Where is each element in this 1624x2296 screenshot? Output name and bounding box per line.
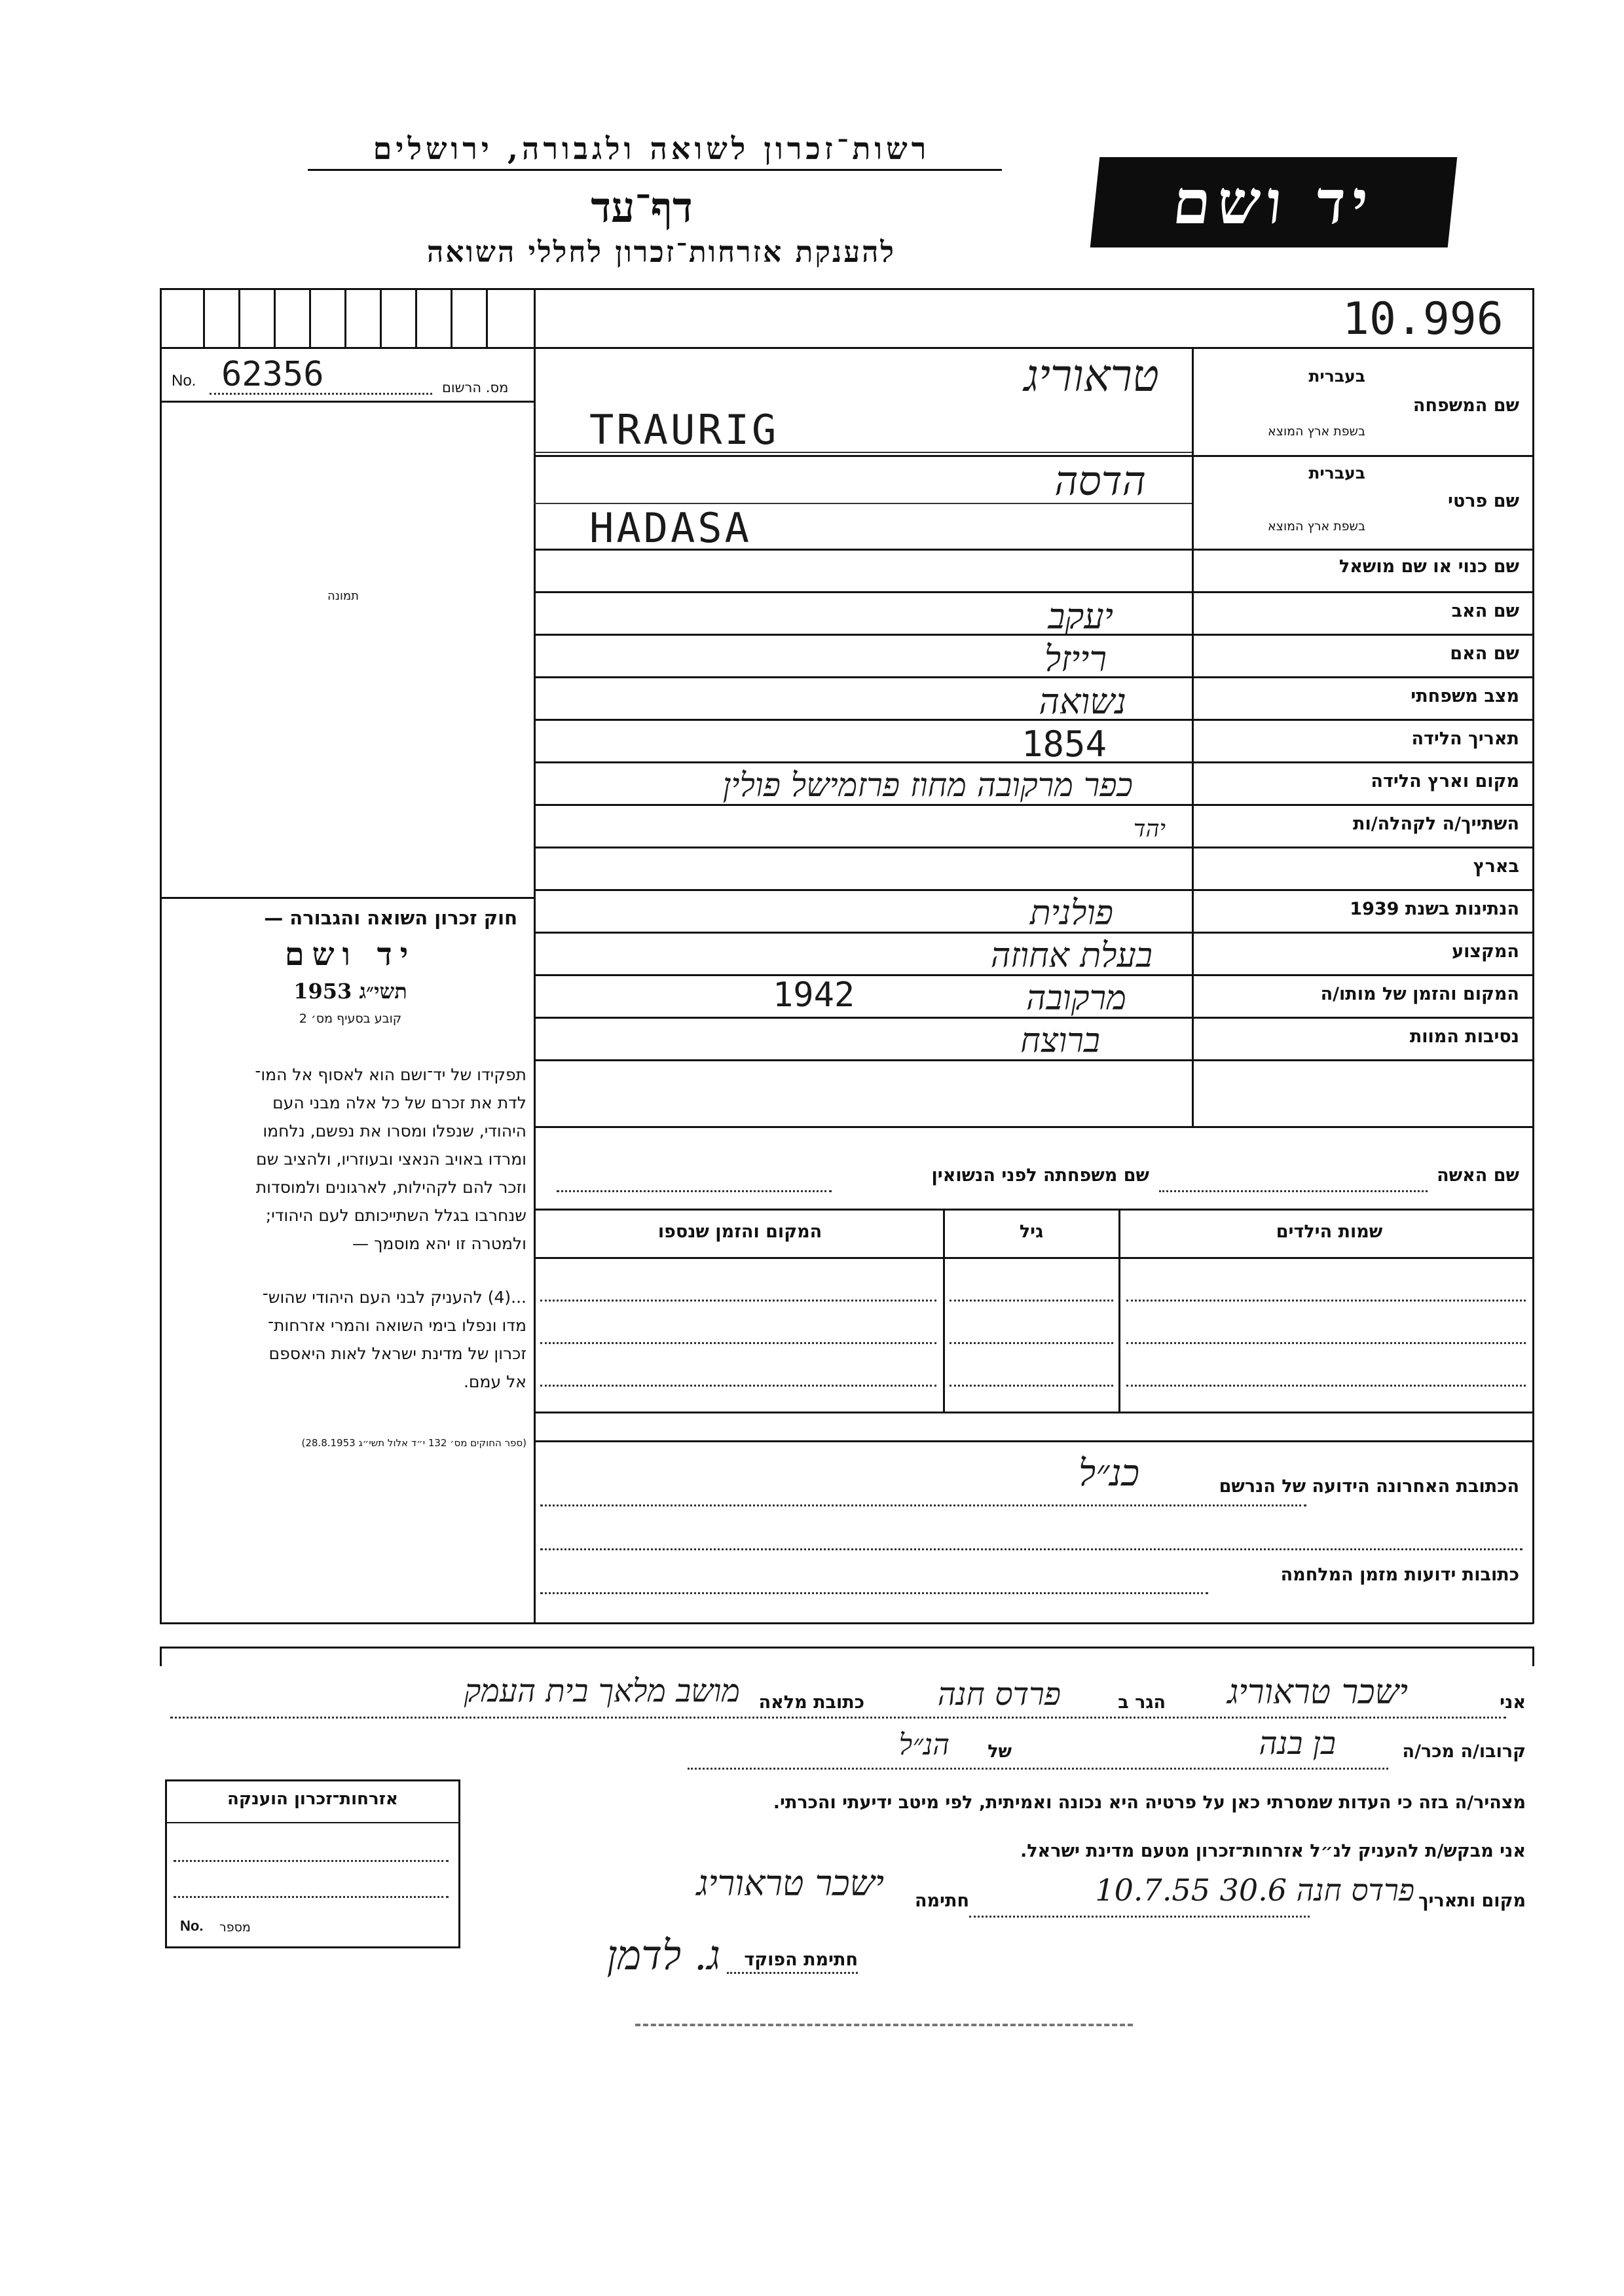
photo-label: תמונה: [327, 589, 359, 603]
children-age-header: גיל: [1019, 1222, 1044, 1242]
decl-signature-label: חתימה: [914, 1891, 969, 1911]
decl-address-value: מושב מלאך בית העמק: [464, 1673, 740, 1709]
law-text: תפקידו של יד־ושם הוא לאסוף אל המו־ לדת את זכרם של כל אלה מבני העם היהודי, שנפלו ומסרו את נפשם, נלחמו ומרדו באויב הנאצי ובעוזריו, ולהציב שם וזכר להם לקהילות, לארגונים ולמוסדות שנחרבו בגלל השתייכותם לעם היהודי; ולמטרה זו יהא מוסמך —: [255, 1065, 526, 1253]
community-value: יהד: [1133, 816, 1166, 843]
authority-title: רשות־זכרון לשואה ולגבורה, ירושלים: [373, 131, 931, 166]
death-place-value: מרקובה: [1025, 979, 1126, 1018]
first-name-origin-label: בשפת ארץ המוצא: [1267, 519, 1365, 534]
children-names-header: שמות הילדים: [1276, 1222, 1383, 1242]
bottom-edge-mark: [635, 2020, 1133, 2026]
first-name-label: שם פרטי: [1448, 491, 1519, 511]
family-name-hebrew-label: בעברית: [1308, 367, 1365, 386]
children-place-header: המקום והזמן שנספו: [657, 1222, 822, 1242]
spouse-maiden-label: שם משפחתה לפני הנשואין: [931, 1165, 1149, 1186]
community-label: השתייך/ה לקהלה/ות: [1353, 814, 1519, 834]
registration-number: 62356: [221, 355, 324, 394]
wartime-address-label: כתובות ידועות מזמן המלחמה: [1280, 1565, 1519, 1585]
decl-witness-name: ישכר טראוריג: [1227, 1673, 1408, 1712]
last-address-label: הכתובת האחרונה הידועה של הנרשם: [1219, 1476, 1519, 1497]
last-address-value: כנ״ל: [1078, 1452, 1139, 1495]
first-name-hebrew-value: הדסה: [1054, 457, 1146, 505]
country-label: בארץ: [1473, 856, 1519, 877]
citizenship-box-title: אזרחות־זכרון הוענקה: [227, 1789, 398, 1809]
officer-signature-value: ג. לדמן: [606, 1931, 720, 1979]
father-label: שם האב: [1451, 601, 1519, 621]
citizenship-1939-value: פולנית: [1029, 894, 1113, 933]
form-subtitle: להענקת אזרחות־זכרון לחללי השואה: [426, 236, 896, 269]
yad-vashem-logo: [1090, 157, 1458, 247]
first-name-hebrew-label: בעברית: [1308, 464, 1365, 483]
mother-label: שם האם: [1450, 644, 1519, 664]
archive-number: 10.996: [1342, 293, 1504, 345]
decl-resides-value: פרדס חנה: [937, 1676, 1061, 1713]
decl-statement: מצהיר/ה בזה כי העדות שמסרתי כאן על פרטיה היא נכונה ואמיתית, לפי מיטב ידיעתי והכרתי.: [773, 1793, 1526, 1813]
death-circumstances-value: ברוצח: [1020, 1021, 1100, 1061]
birth-date-value: 1854: [1022, 723, 1107, 765]
law-text-2: ...(4) להעניק לבני העם היהודי שהוש־ מדו ונפלו בימי השואה והמרי אזרחות־ זכרון של מדינת ישראל לאות היאספם אל עמם.: [262, 1288, 526, 1391]
law-name: יד ושם: [284, 936, 416, 973]
family-name-origin-label: בשפת ארץ המוצא: [1267, 424, 1365, 439]
family-name-origin-value: TRAURIG: [589, 406, 779, 454]
citizenship-granted-box: [165, 1779, 460, 1948]
decl-i-label: אני: [1500, 1692, 1526, 1713]
decl-relative-value: בן בנה: [1259, 1725, 1336, 1762]
law-citation: (ספר החוקים מס׳ 132 י״ד אלול תשי״ג 28.8.1953): [301, 1437, 526, 1449]
reg-no-label: No.: [172, 372, 196, 390]
marital-status-label: מצב משפחתי: [1411, 686, 1519, 706]
decl-relative-label: קרובו/ה מכר/ה: [1402, 1741, 1526, 1762]
marital-status-value: נשואה: [1039, 681, 1126, 722]
first-name-origin-value: HADASA: [589, 504, 752, 552]
law-section: קובע בסעיף מס׳ 2: [299, 1011, 402, 1026]
profession-label: המקצוע: [1452, 941, 1519, 962]
form-title: דף־עד: [591, 183, 693, 232]
death-circumstances-label: נסיבות המוות: [1409, 1027, 1519, 1047]
citizenship-box-number-label: מספר: [219, 1920, 251, 1935]
officer-signature-label: חתימת הפוקד: [744, 1950, 858, 1970]
decl-of-value: הנ״ל: [898, 1728, 950, 1762]
death-year-value: 1942: [773, 975, 855, 1015]
decl-request: אני מבקש/ת להעניק לנ״ל אזרחות־זכרון מטעם מדינת ישראל.: [1020, 1841, 1526, 1861]
family-name-label: שם המשפחה: [1412, 395, 1519, 416]
family-name-hebrew-value: טראוריג: [1024, 350, 1159, 402]
death-place-time-label: המקום והזמן של מותו/ה: [1320, 984, 1519, 1004]
birth-place-value: כפר מרקובה מחוז פרזמישל פולין: [722, 766, 1133, 804]
birth-place-label: מקום וארץ הלידה: [1371, 771, 1519, 792]
law-title: חוק זכרון השואה והגבורה —: [264, 907, 517, 929]
decl-place-date-label: מקום ותאריך: [1418, 1891, 1526, 1911]
nickname-label: שם כנוי או שם מושאל: [1338, 556, 1519, 577]
birth-date-label: תאריך הלידה: [1411, 729, 1519, 749]
decl-resides-label: הגר ב: [1118, 1692, 1166, 1713]
profession-value: בעלת אחוזה: [990, 936, 1153, 975]
citizenship-1939-label: הנתינות בשנת 1939: [1350, 899, 1519, 919]
spouse-label: שם האשה: [1437, 1165, 1519, 1186]
reg-label: מס. הרשום: [442, 380, 509, 395]
logo-text: יד ושם: [1170, 167, 1378, 238]
decl-of-label: של: [987, 1741, 1012, 1762]
law-year: תשי״ג 1953: [293, 979, 407, 1004]
decl-signature-value: ישכר טראוריג: [696, 1863, 884, 1904]
citizenship-box-no: No.: [180, 1918, 204, 1934]
mother-value: רייזל: [1044, 638, 1107, 680]
decl-address-label: כתובת מלאה: [758, 1692, 864, 1713]
father-value: יעקב: [1048, 596, 1113, 637]
decl-place-date-value: פרדס חנה 30.6 10.7.55: [1095, 1872, 1414, 1908]
